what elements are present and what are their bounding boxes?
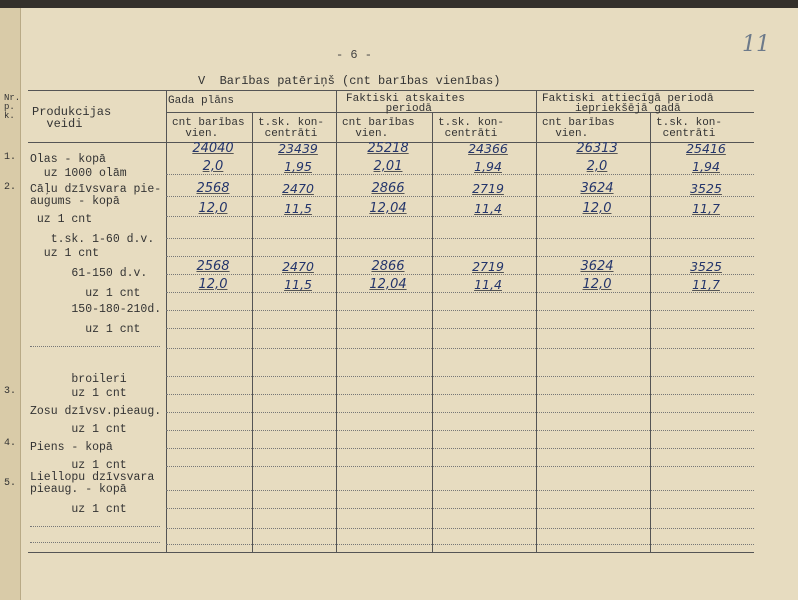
row-label-placeholder: [30, 346, 160, 347]
col-divider-plan-sub: [252, 112, 253, 552]
header-sub-4: t.sk. kon- centrāti: [438, 117, 505, 140]
row-number-1: 1.: [4, 152, 17, 163]
row-rule: [166, 528, 754, 529]
cell-value: 3624: [580, 181, 614, 196]
row-label: broileri: [30, 373, 127, 386]
cell-value: 1,94: [692, 159, 720, 174]
row-number-2: 2.: [4, 182, 17, 193]
cell-value: 1,94: [474, 159, 502, 174]
cell-value: 25218: [367, 141, 409, 156]
cell-value: 1,95: [284, 159, 312, 174]
cell-value: 2470: [282, 181, 314, 196]
cell-value: 24040: [192, 141, 234, 156]
cell-value: 12,04: [369, 201, 407, 216]
row-label: uz 1 cnt: [30, 287, 141, 300]
header-fact: Faktiski atskaites periodā: [346, 93, 465, 115]
row-label: uz 1 cnt: [30, 323, 141, 336]
cell-value: 2,01: [373, 159, 403, 174]
row-label: Piens - kopā: [30, 441, 113, 454]
header-prev: Faktiski attiecīgā periodā iepriekšējā gadā: [542, 93, 714, 115]
row-rule: [166, 256, 754, 257]
header-sub-3: cnt barības vien.: [342, 117, 415, 140]
row-rule: [166, 292, 754, 293]
row-rule: [166, 174, 754, 175]
row-rule: [166, 544, 754, 545]
row-rule: [166, 490, 754, 491]
cell-value: 2719: [472, 259, 504, 274]
document-page: [0, 8, 798, 600]
row-rule: [166, 274, 754, 275]
row-label: 61-150 d.v.: [30, 267, 148, 280]
table-bottom-rule: [28, 552, 754, 553]
row-label: t.sk. 1-60 d.v.: [30, 233, 155, 246]
row-rule: [166, 348, 754, 349]
row-rule: [166, 376, 754, 377]
row-label: uz 1 cnt: [30, 213, 93, 226]
scan-top-border: [0, 0, 798, 8]
cell-value: 2719: [472, 181, 504, 196]
row-label: uz 1 cnt: [30, 503, 127, 516]
row-label: Liellopu dzīvsvara pieaug. - kopā: [30, 471, 155, 496]
table-top-rule: [28, 90, 754, 91]
cell-value: 11,7: [692, 201, 720, 216]
row-label: Olas - kopā: [30, 153, 106, 166]
cell-value: 24366: [468, 141, 508, 156]
col-divider-fact: [336, 90, 337, 552]
cell-value: 11,4: [474, 277, 502, 292]
section-title: V Barības patēriņš (cnt barības vienības): [198, 74, 501, 88]
row-label: uz 1 cnt: [30, 247, 100, 260]
header-numcol: Nr. p. k.: [4, 93, 21, 121]
row-rule: [166, 430, 754, 431]
cell-value: 2866: [371, 181, 405, 196]
row-label: Zosu dzīvsv.pieaug.: [30, 405, 162, 418]
row-rule: [166, 328, 754, 329]
cell-value: 11,7: [692, 277, 720, 292]
row-number-5: 5.: [4, 478, 17, 489]
cell-value: 2,0: [586, 159, 608, 174]
page-number: - 6 -: [336, 48, 373, 62]
col-divider-product: [166, 90, 167, 552]
cell-value: 12,0: [198, 201, 228, 216]
cell-value: 3525: [690, 259, 722, 274]
row-rule: [166, 216, 754, 217]
header-sub-2: t.sk. kon- centrāti: [258, 117, 325, 140]
header-plan: Gada plāns: [168, 95, 235, 107]
row-label: 150-180-210d.: [30, 303, 162, 316]
row-label: uz 1 cnt: [30, 423, 127, 436]
cell-value: 2470: [282, 259, 314, 274]
cell-value: 11,5: [284, 277, 312, 292]
row-label: uz 1 cnt: [30, 387, 127, 400]
row-rule: [166, 238, 754, 239]
cell-value: 2866: [371, 259, 405, 274]
row-rule: [166, 448, 754, 449]
row-rule: [166, 394, 754, 395]
cell-value: 2568: [196, 259, 230, 274]
header-sub-1: cnt barības vien.: [172, 117, 245, 140]
cell-value: 3525: [690, 181, 722, 196]
header-product: Produkcijas veidi: [32, 105, 112, 131]
row-rule: [166, 466, 754, 467]
cell-value: 26313: [576, 141, 618, 156]
header-sub-5: cnt barības vien.: [542, 117, 615, 140]
cell-value: 11,5: [284, 201, 312, 216]
cell-value: 3624: [580, 259, 614, 274]
row-number-3: 3.: [4, 386, 17, 397]
row-number-4: 4.: [4, 438, 17, 449]
col-divider-fact-sub: [432, 112, 433, 552]
cell-value: 23439: [278, 141, 318, 156]
cell-value: 12,0: [582, 201, 612, 216]
row-label-placeholder: [30, 526, 160, 527]
row-rule: [166, 310, 754, 311]
cell-value: 12,04: [369, 277, 407, 292]
col-divider-prev: [536, 90, 537, 552]
handwritten-page-number: 11: [742, 32, 770, 57]
row-label-placeholder: [30, 542, 160, 543]
cell-value: 12,0: [582, 277, 612, 292]
cell-value: 12,0: [198, 277, 228, 292]
cell-value: 11,4: [474, 201, 502, 216]
cell-value: 2,0: [202, 159, 224, 174]
cell-value: 25416: [686, 141, 726, 156]
row-label: uz 1000 olām: [30, 167, 127, 180]
row-rule: [166, 508, 754, 509]
row-label: Cāļu dzīvsvara pie- augums - kopā: [30, 183, 162, 208]
header-sub-6: t.sk. kon- centrāti: [656, 117, 723, 140]
row-rule: [166, 412, 754, 413]
col-divider-prev-sub: [650, 112, 651, 552]
row-rule: [166, 196, 754, 197]
cell-value: 2568: [196, 181, 230, 196]
row-label: uz 1 cnt: [30, 459, 127, 472]
